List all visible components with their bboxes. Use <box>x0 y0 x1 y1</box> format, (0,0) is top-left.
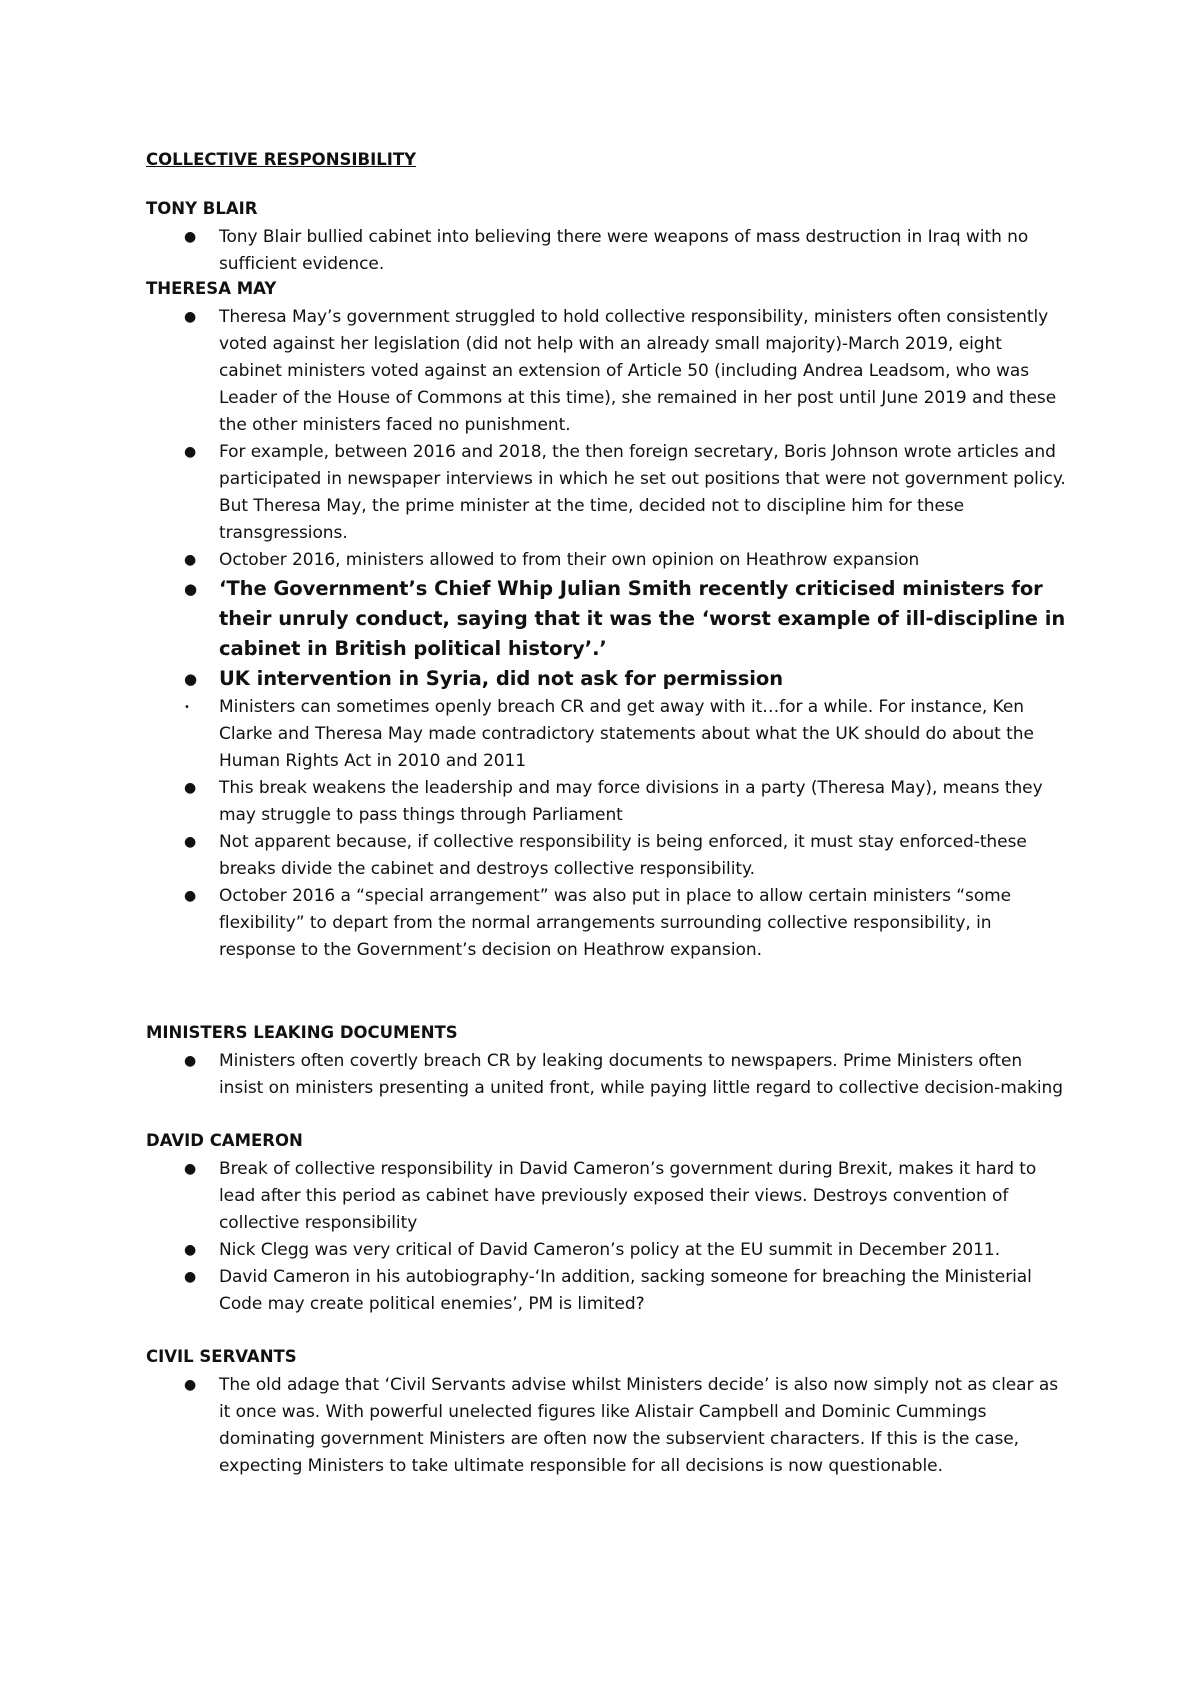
list-item-text: Ministers often covertly breach CR by leaking documents to newspapers. Prime Ministers often insist on ministers presenting a united front, while paying little regard to collective decision-making <box>219 1051 1064 1098</box>
bullet-icon: ● <box>184 1161 197 1177</box>
list-item <box>146 883 1066 964</box>
spacer <box>146 964 1066 1022</box>
list-item-text: Tony Blair bullied cabinet into believing there were weapons of mass destruction in Iraq with no sufficient evidence. <box>219 227 1029 274</box>
list-item-text: Nick Clegg was very critical of David Cameron’s policy at the EU summit in December 2011. <box>219 1240 1001 1260</box>
bullet-list <box>146 304 1066 964</box>
bullet-list <box>146 1372 1066 1480</box>
list-item <box>146 694 1066 775</box>
bullet-icon: ● <box>184 1242 197 1258</box>
list-item-text: The old adage that ‘Civil Servants advise whilst Ministers decide’ is also now simply not as clear as it once was. With powerful unelected figures like Alistair Campbell and Dominic Cummings dominating government Ministers are often now the subservient characters. If this is the case, expecting Ministers to take ultimate responsible for all decisions is now questionable. <box>219 1375 1059 1476</box>
spacer <box>146 1102 1066 1130</box>
bullet-icon: ● <box>184 1377 197 1393</box>
bullet-list <box>146 1048 1066 1102</box>
list-item <box>146 439 1066 547</box>
spacer <box>146 1318 1066 1346</box>
bullet-icon: ● <box>184 670 198 688</box>
list-item <box>146 1156 1066 1237</box>
list-item <box>146 829 1066 883</box>
list-item-text: David Cameron in his autobiography-‘In addition, sacking someone for breaching the Ministerial Code may create political enemies’, PM is limited? <box>219 1267 1032 1314</box>
section-heading: MINISTERS LEAKING DOCUMENTS <box>146 1023 458 1042</box>
list-item <box>146 664 1066 694</box>
list-item <box>146 574 1066 664</box>
list-item-text: Not apparent because, if collective responsibility is being enforced, it must stay enforced-these breaks divide the cabinet and destroys collective responsibility. <box>219 832 1027 879</box>
section-heading: CIVIL SERVANTS <box>146 1347 297 1366</box>
list-item <box>146 1372 1066 1480</box>
list-item-text: Theresa May’s government struggled to hold collective responsibility, ministers often consistently voted against her legislation (did not help with an already small majority)-March 2019, eight cabinet ministers voted against an extension of Article 50 (including Andrea Leadsom, who was Leader of the House of Commons at this time), she remained in her post until June 2019 and these the other ministers faced no punishment. <box>219 307 1057 435</box>
list-item-text: October 2016, ministers allowed to from their own opinion on Heathrow expansion <box>219 550 920 570</box>
bullet-icon: ● <box>184 309 197 325</box>
bullet-icon: ● <box>184 834 197 850</box>
bullet-icon: ● <box>184 1053 197 1069</box>
list-item <box>146 1264 1066 1318</box>
list-item <box>146 1048 1066 1102</box>
section-civil-servants <box>146 1346 1066 1480</box>
list-item-text: This break weakens the leadership and may force divisions in a party (Theresa May), means they may struggle to pass things through Parliament <box>219 778 1043 825</box>
small-bullet-icon: • <box>184 702 190 713</box>
document-page <box>146 150 1066 1480</box>
bullet-icon: ● <box>184 780 197 796</box>
list-item-text: Ministers can sometimes openly breach CR and get away with it…for a while. For instance, Ken Clarke and Theresa May made contradictory statements about what the UK should do about the Human Rights Act in 2010 and 2011 <box>219 697 1034 771</box>
list-item <box>146 1237 1066 1264</box>
section-ministers-leaking-documents <box>146 1022 1066 1102</box>
document-title: COLLECTIVE RESPONSIBILITY <box>146 150 417 169</box>
bullet-icon: ● <box>184 552 197 568</box>
section-heading: THERESA MAY <box>146 279 277 298</box>
list-item-text: UK intervention in Syria, did not ask for permission <box>219 667 784 690</box>
list-item-text: October 2016 a “special arrangement” was also put in place to allow certain ministers “some flexibility” to depart from the normal arrangements surrounding collective responsibility, in response to the Government’s decision on Heathrow expansion. <box>219 886 1012 960</box>
section-heading: TONY BLAIR <box>146 199 258 218</box>
section-tony-blair <box>146 198 1066 278</box>
bullet-icon: ● <box>184 444 197 460</box>
section-david-cameron <box>146 1130 1066 1318</box>
list-item <box>146 224 1066 278</box>
bullet-icon: ● <box>184 229 197 245</box>
bullet-icon: ● <box>184 888 197 904</box>
list-item-text: For example, between 2016 and 2018, the then foreign secretary, Boris Johnson wrote articles and participated in newspaper interviews in which he set out positions that were not government policy. But Theresa May, the prime minister at the time, decided not to discipline him for these transgressions. <box>219 442 1066 543</box>
list-item <box>146 304 1066 439</box>
list-item-text: ‘The Government’s Chief Whip Julian Smith recently criticised ministers for their unruly conduct, saying that it was the ‘worst example of ill-discipline in cabinet in British political history’.’ <box>219 577 1066 660</box>
bullet-list <box>146 1156 1066 1318</box>
list-item-text: Break of collective responsibility in David Cameron’s government during Brexit, makes it hard to lead after this period as cabinet have previously exposed their views. Destroys convention of collective responsibility <box>219 1159 1037 1233</box>
section-heading: DAVID CAMERON <box>146 1131 303 1150</box>
list-item <box>146 547 1066 574</box>
section-theresa-may <box>146 278 1066 964</box>
bullet-list <box>146 224 1066 278</box>
list-item <box>146 775 1066 829</box>
bullet-icon: ● <box>184 580 198 598</box>
bullet-icon: ● <box>184 1269 197 1285</box>
